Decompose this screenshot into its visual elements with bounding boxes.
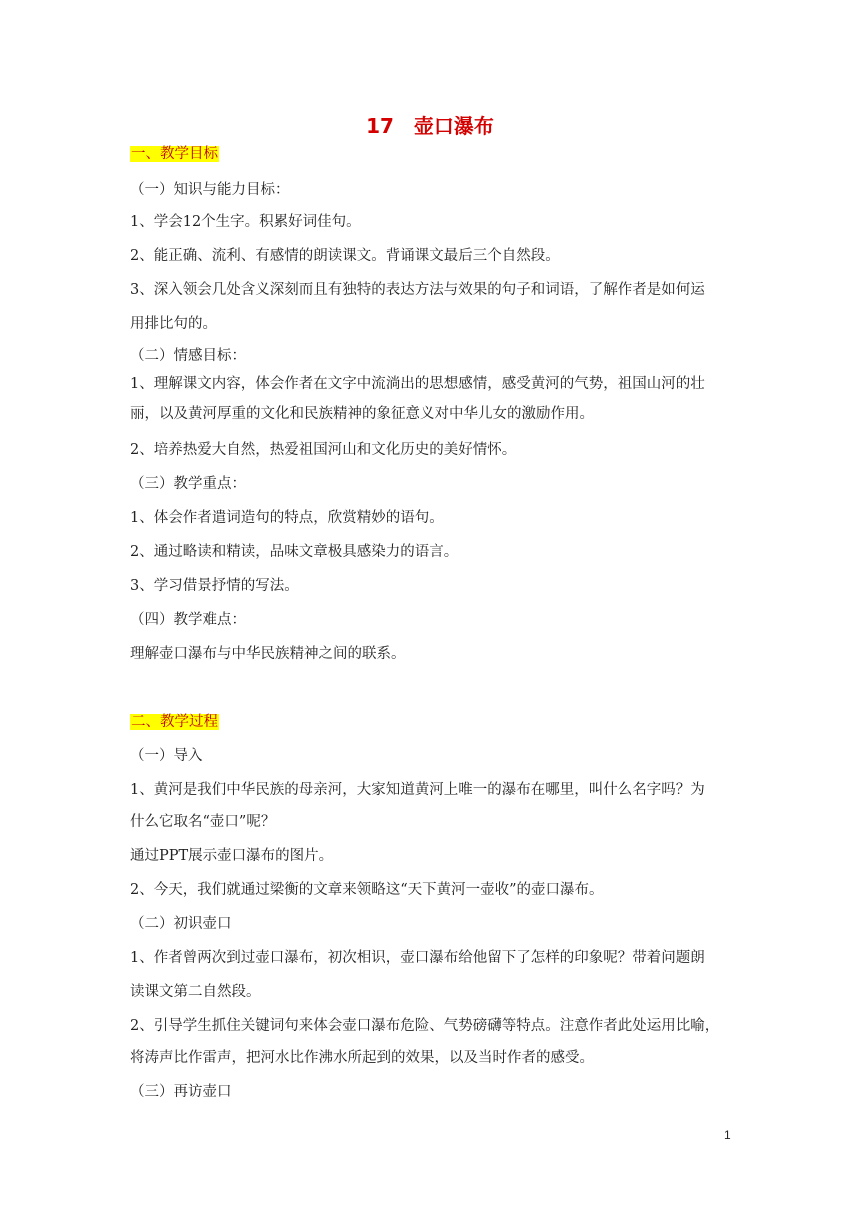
paragraph: 1、理解课文内容，体会作者在文字中流淌出的思想感情，感受黄河的气势，祖国山河的壮 (130, 376, 705, 392)
paragraph: 将涛声比作雷声，把河水比作沸水所起到的效果，以及当时作者的感受。 (130, 1050, 594, 1066)
paragraph: 3、深入领会几处含义深刻而且有独特的表达方法与效果的句子和词语，了解作者是如何运 (130, 282, 705, 298)
subheading-emotion: （二）情感目标： (130, 348, 246, 364)
page-number: 1 (724, 1128, 731, 1142)
paragraph: 用排比句的。 (130, 316, 217, 332)
paragraph: 通过PPT展示壶口瀑布的图片。 (130, 848, 334, 864)
paragraph: 2、培养热爱大自然，热爱祖国河山和文化历史的美好情怀。 (130, 442, 517, 458)
paragraph: 丽，以及黄河厚重的文化和民族精神的象征意义对中华儿女的激励作用。 (130, 406, 594, 422)
paragraph: 理解壶口瀑布与中华民族精神之间的联系。 (130, 646, 406, 662)
document-title: 17 壶口瀑布 (366, 114, 494, 138)
subheading-key-points: （三）教学重点： (130, 476, 246, 492)
subheading-revisit: （三）再访壶口 (130, 1084, 232, 1100)
paragraph: 读课文第二自然段。 (130, 984, 261, 1000)
paragraph: 1、学会12个生字。积累好词佳句。 (130, 214, 361, 230)
paragraph: 1、体会作者遣词造句的特点，欣赏精妙的语句。 (130, 510, 444, 526)
paragraph: 2、今天，我们就通过梁衡的文章来领略这“天下黄河一壶收”的壶口瀑布。 (130, 882, 604, 898)
subheading-first-visit: （二）初识壶口 (130, 916, 232, 932)
paragraph: 1、作者曾两次到过壶口瀑布，初次相识，壶口瀑布给他留下了怎样的印象呢？带着问题朗 (130, 950, 705, 966)
subheading-intro: （一）导入 (130, 748, 203, 764)
paragraph: 2、通过略读和精读，品味文章极具感染力的语言。 (130, 544, 459, 560)
section-heading-teaching-process: 二、教学过程 (131, 714, 218, 730)
paragraph: 1、黄河是我们中华民族的母亲河，大家知道黄河上唯一的瀑布在哪里，叫什么名字吗？为 (130, 782, 705, 798)
paragraph: 2、引导学生抓住关键词句来体会壶口瀑布危险、气势磅礴等特点。注意作者此处运用比喻， (130, 1018, 720, 1034)
subheading-difficult-points: （四）教学难点： (130, 612, 246, 628)
section-heading-teaching-goals: 一、教学目标 (131, 146, 218, 162)
paragraph: 3、学习借景抒情的写法。 (130, 578, 299, 594)
paragraph: 什么它取名“壶口”呢？ (130, 814, 276, 830)
paragraph: 2、能正确、流利、有感情的朗读课文。背诵课文最后三个自然段。 (130, 248, 560, 264)
subheading-knowledge: （一）知识与能力目标： (130, 182, 290, 198)
